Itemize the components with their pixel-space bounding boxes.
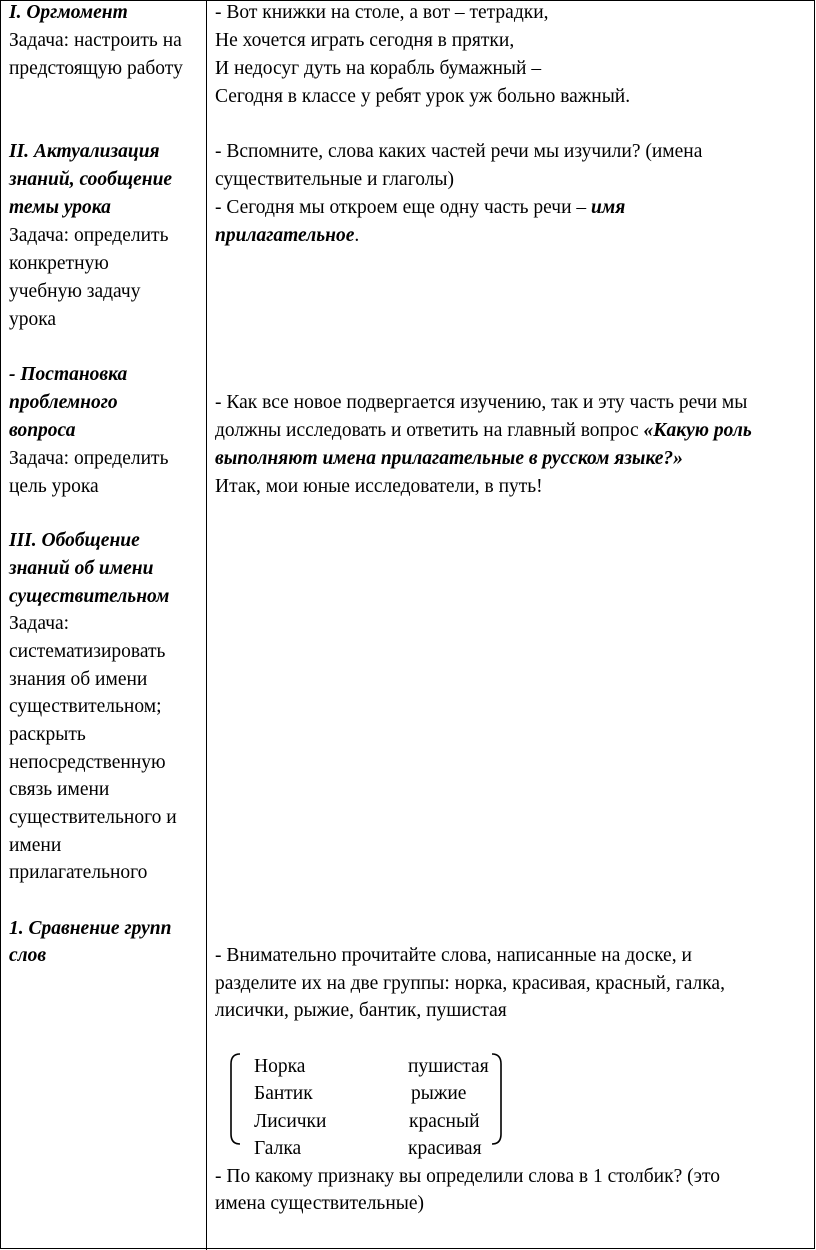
text-span: .	[354, 225, 360, 246]
stage-heading: знаний об имени	[9, 558, 154, 579]
paragraph-line	[215, 222, 359, 250]
stage-task-line: систематизировать	[9, 641, 166, 662]
stage-heading: I. Оргмомент	[9, 2, 128, 23]
stage-heading: слов	[9, 945, 47, 966]
stage-task-line: Задача: настроить на	[9, 30, 182, 51]
emphasis-text: «Какую роль	[643, 420, 752, 441]
stage-task-line: непосредственную	[9, 752, 166, 773]
stage-task-line: раскрыть	[9, 724, 86, 745]
paragraph-line: разделите их на две группы: норка, красивая, красный, галка,	[215, 973, 725, 994]
noun-word: Норка	[254, 1056, 306, 1077]
paragraph-line: - Как все новое подвергается изучению, так и эту часть речи мы	[215, 392, 748, 413]
stage-heading: 1. Сравнение групп	[9, 918, 172, 939]
emphasis-line: выполняют имена прилагательные в русском языке?»	[215, 448, 683, 469]
stage-heading: существительном	[9, 586, 170, 607]
stage-heading: темы урока	[9, 197, 111, 218]
adjective-word: красный	[409, 1111, 480, 1132]
emphasis-text: прилагательное	[215, 225, 355, 246]
paragraph-line: - По какому признаку вы определили слова в 1 столбик? (это	[215, 1166, 720, 1187]
stage-task-line: существительного и	[9, 807, 177, 828]
noun-word: Лисички	[254, 1111, 327, 1132]
adjective-word: пушистая	[408, 1056, 489, 1077]
stage-heading: II. Актуализация	[9, 141, 160, 162]
stage-task-line: урока	[9, 309, 57, 330]
stage-task-line: Задача: определить	[9, 225, 169, 246]
stage-task-line: существительном;	[9, 696, 162, 717]
text-span: - Сегодня мы откроем еще одну часть речи –	[215, 197, 592, 218]
stage-task-line: Задача:	[9, 613, 70, 634]
paragraph-line: существительные и глаголы)	[215, 169, 455, 190]
stage-task-line: имени	[9, 835, 62, 856]
paragraph-line: - Вспомните, слова каких частей речи мы изучили? (имена	[215, 141, 703, 162]
paragraph-line: имена существительные)	[215, 1193, 425, 1214]
stage-task-line: предстоящую работу	[9, 58, 183, 79]
poem-line: - Вот книжки на столе, а вот – тетрадки,	[215, 2, 549, 23]
stage-heading: проблемного	[9, 392, 118, 413]
stage-task-line: знания об имени	[9, 669, 148, 690]
paragraph-line: лисички, рыжие, бантик, пушистая	[215, 1000, 507, 1021]
stage-task-line: Задача: определить	[9, 448, 169, 469]
paragraph-line: Итак, мои юные исследователи, в путь!	[215, 476, 543, 497]
stage-heading: III. Обобщение	[9, 530, 140, 551]
adjective-word: красивая	[408, 1138, 482, 1159]
noun-word: Бантик	[254, 1083, 313, 1104]
column-divider	[206, 0, 207, 1250]
adjective-word: рыжие	[411, 1083, 467, 1104]
stage-heading: - Постановка	[9, 364, 128, 385]
paragraph-line	[215, 417, 752, 445]
stage-task-line: цель урока	[9, 476, 99, 497]
left-brace-icon	[226, 1052, 242, 1146]
poem-line: Сегодня в классе у ребят урок уж больно важный.	[215, 86, 631, 107]
stage-heading: знаний, сообщение	[9, 169, 173, 190]
poem-line: И недосуг дуть на корабль бумажный –	[215, 58, 542, 79]
paragraph-line: - Внимательно прочитайте слова, написанные на доске, и	[215, 945, 692, 966]
stage-task-line: прилагательного	[9, 862, 148, 883]
paragraph-line	[215, 194, 625, 222]
emphasis-text: имя	[591, 197, 626, 218]
stage-task-line: связь имени	[9, 779, 110, 800]
noun-word: Галка	[254, 1138, 302, 1159]
stage-task-line: конкретную	[9, 253, 109, 274]
stage-heading: вопроса	[9, 420, 76, 441]
right-brace-icon	[490, 1052, 506, 1146]
text-span: должны исследовать и ответить на главный вопрос	[215, 420, 644, 441]
poem-line: Не хочется играть сегодня в прятки,	[215, 30, 515, 51]
stage-task-line: учебную задачу	[9, 281, 141, 302]
